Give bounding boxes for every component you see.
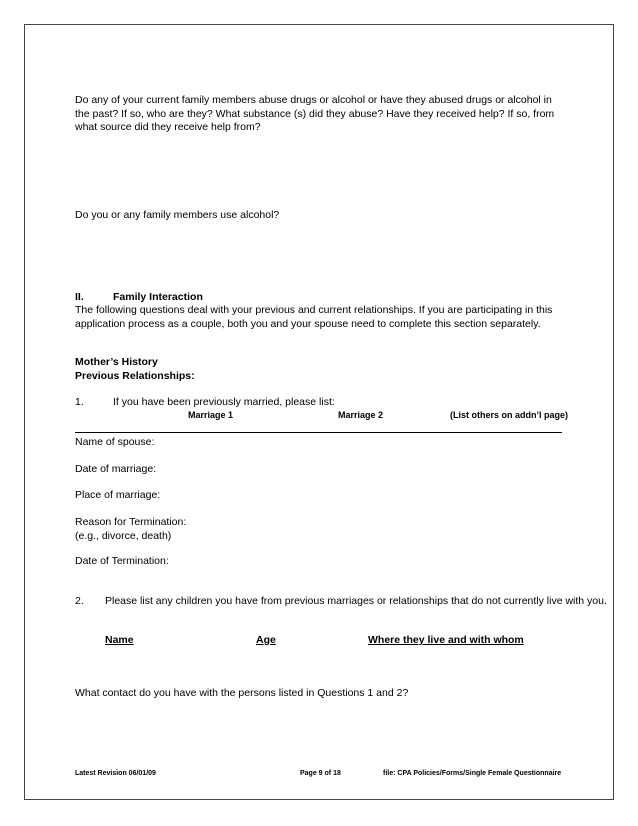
history-heading: Mother’s History [75,356,158,368]
row-date-of-marriage: Date of marriage: [75,463,157,475]
family-substance-question: Do any of your current family members abuse drugs or alcohol or have they abused drugs or alcohol in the past? If so, who are they? What substance (s) did they abuse? Have they received help? If so, from what source did they receive help from? [75,94,555,133]
table-header-rule [75,432,562,433]
col-age-header: Age [256,634,276,646]
marriage-2-header: Marriage 2 [338,410,384,420]
row-place-of-marriage: Place of marriage: [75,489,161,501]
q1-number: 1. [75,396,84,408]
section-intro: The following questions deal with your previous and current relationships. If you are participating in this application process as a couple, both you and your spouse need to complete this section separately. [75,304,553,330]
row-date-of-termination: Date of Termination: [75,555,169,567]
contact-question: What contact do you have with the persons listed in Questions 1 and 2? [75,687,409,699]
q2-text: Please list any children you have from previous marriages or relationships that do not currently live with you. [105,595,607,607]
footer-page-number: Page 9 of 18 [300,770,341,777]
footer-file-path: file: CPA Policies/Forms/Single Female Questionnaire [383,770,562,777]
row-name-of-spouse: Name of spouse: [75,436,155,448]
col-where-header: Where they live and with whom [368,634,524,646]
row-reason-termination: Reason for Termination: [75,516,187,528]
marriage-1-header: Marriage 1 [188,410,234,420]
list-others-header: (List others on addn’l page) [450,410,569,420]
section-title: Family Interaction [113,291,203,303]
col-name-header: Name [105,634,134,646]
row-reason-example: (e.g., divorce, death) [75,529,172,542]
footer-revision: Latest Revision 06/01/09 [75,770,156,777]
alcohol-question: Do you or any family members use alcohol? [75,209,280,221]
history-subheading: Previous Relationships: [75,369,195,382]
q1-text: If you have been previously married, please list: [113,396,335,408]
q2-number: 2. [75,595,84,607]
section-number: II. [75,291,84,303]
